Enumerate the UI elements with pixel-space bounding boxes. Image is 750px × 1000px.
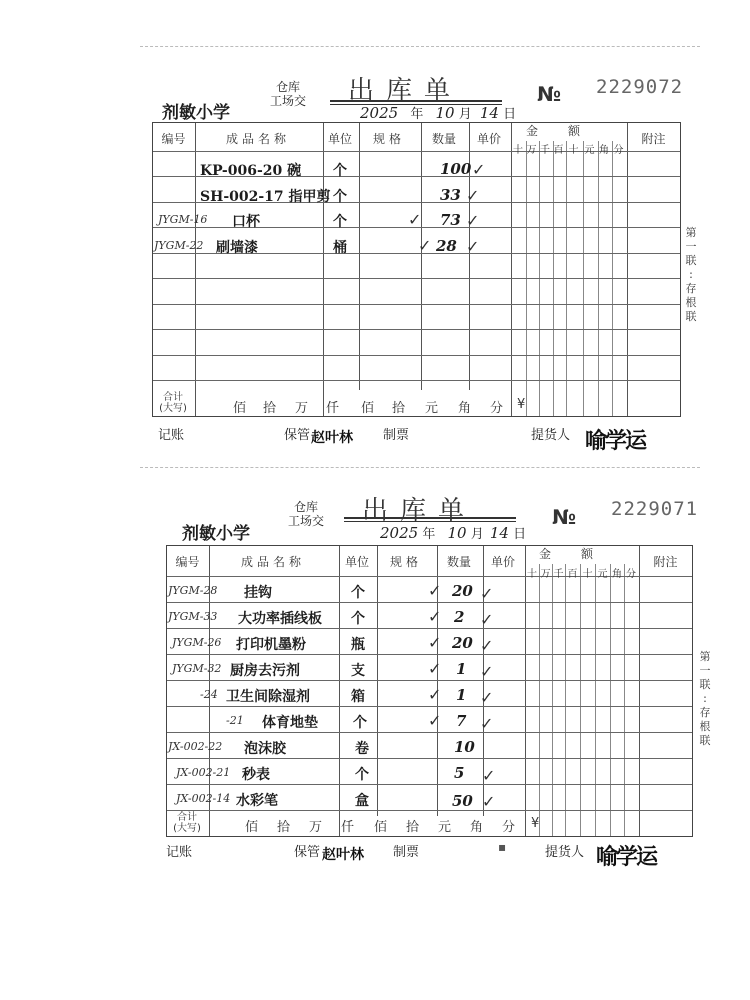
tear-line xyxy=(140,467,700,468)
receiver-label: 提货人 xyxy=(531,428,571,443)
yen-symbol: ¥ xyxy=(517,397,526,412)
row-price-check: ✓ xyxy=(466,211,480,230)
header-unit-price: 单价 xyxy=(490,555,515,569)
row-product-name: 泡沫胶 xyxy=(244,741,286,757)
custodian-signature: 赵叶林 xyxy=(322,847,364,863)
digit-header: 万 xyxy=(540,569,551,580)
custodian-signature: 赵叶林 xyxy=(311,430,353,446)
bookkeeping-label: 记账 xyxy=(158,428,185,443)
total-label xyxy=(166,812,208,834)
header-unit: 单位 xyxy=(327,132,352,146)
row-price-check: ✓ xyxy=(482,766,496,785)
digit-header: 千 xyxy=(540,145,550,156)
header-spec: 规格 xyxy=(389,555,422,569)
date-year: 2025 xyxy=(380,524,419,542)
row-quantity: 50 xyxy=(452,792,473,810)
total-unit: 元 xyxy=(438,820,452,835)
date-day-unit: 日 xyxy=(503,107,517,122)
digit-header: 万 xyxy=(526,145,537,156)
row-product-name: 口杯 xyxy=(232,214,260,230)
total-unit: 万 xyxy=(309,820,323,835)
maker-label: 制票 xyxy=(383,428,410,443)
row-product-name: 大功率插线板 xyxy=(238,611,322,627)
total-unit: 万 xyxy=(295,401,309,416)
form-title: 出库单 xyxy=(362,496,477,526)
header-code: 编号 xyxy=(175,555,200,569)
total-label-line2: (大写) xyxy=(173,823,201,834)
custodian-label: 保管 xyxy=(284,428,311,443)
row-product-name: KP-006-20 碗 xyxy=(200,163,302,179)
serial-number: 2229072 xyxy=(596,76,684,98)
digit-header: 十 xyxy=(568,145,579,156)
form-title: 出库单 xyxy=(348,76,463,106)
row-unit: 个 xyxy=(333,163,347,179)
row-code: JYGM-26 xyxy=(172,636,222,649)
row-unit: 个 xyxy=(351,585,365,601)
copy-note-char: 根 xyxy=(685,296,697,309)
row-unit: 桶 xyxy=(333,240,347,256)
row-product-name: 秒表 xyxy=(242,767,270,783)
digit-header: 千 xyxy=(553,569,564,580)
row-unit: 个 xyxy=(355,767,369,783)
row-unit: 箱 xyxy=(351,689,365,705)
digit-header: 分 xyxy=(613,145,624,156)
row-quantity: 73 xyxy=(440,211,461,229)
row-code: JX-002-14 xyxy=(176,792,231,805)
row-code: JYGM-32 xyxy=(172,662,222,675)
copy-note xyxy=(698,650,712,748)
row-price-check: ✓ xyxy=(480,636,494,655)
row-code: -24 xyxy=(200,688,218,701)
header-unit-price: 单价 xyxy=(476,132,501,146)
copy-note-char: 一 xyxy=(685,240,697,253)
recipient-name: 剂敏小学 xyxy=(162,103,230,123)
copy-note-char: 一 xyxy=(699,664,711,677)
row-quantity: 20 xyxy=(452,634,473,652)
copy-note-char: 联 xyxy=(685,254,697,267)
total-unit: 拾 xyxy=(277,820,291,835)
row-code: -21 xyxy=(226,714,244,727)
digit-header: 十 xyxy=(582,569,593,580)
total-unit: 仟 xyxy=(326,401,340,416)
digit-header: 角 xyxy=(599,145,609,156)
row-unit: 支 xyxy=(351,663,365,679)
copy-note-char: 第 xyxy=(685,226,697,239)
header-product-name: 成品名称 xyxy=(240,555,305,569)
row-quantity: 20 xyxy=(452,582,473,600)
serial-number: 2229071 xyxy=(611,498,699,520)
warehouse-line2: 工场交 xyxy=(269,94,306,108)
copy-note-char: 联 xyxy=(699,678,711,691)
row-unit: 盒 xyxy=(355,793,369,809)
total-unit: 拾 xyxy=(406,820,420,835)
recipient-name: 剂敏小学 xyxy=(182,524,250,544)
copy-note-char: 根 xyxy=(699,720,711,733)
copy-note-char: 第 xyxy=(699,650,711,663)
digit-header: 分 xyxy=(626,569,636,580)
ink-mark: ▪ xyxy=(498,840,507,854)
title-underline xyxy=(344,517,516,522)
row-spec-check: ✓ xyxy=(428,607,442,626)
issue-date xyxy=(380,523,526,542)
row-code: JYGM-16 xyxy=(158,213,208,226)
date-month-unit: 月 xyxy=(470,527,484,542)
total-unit: 仟 xyxy=(341,820,355,835)
header-quantity: 数量 xyxy=(446,555,471,569)
row-quantity: 2 xyxy=(454,608,465,626)
copy-note-char: 存 xyxy=(685,282,697,295)
row-spec-check: ✓ xyxy=(428,711,442,730)
copy-note-char: 联 xyxy=(685,310,697,323)
header-spec: 规格 xyxy=(372,132,405,146)
total-unit: 元 xyxy=(425,401,439,416)
row-code: JX-002-22 xyxy=(168,740,223,753)
header-unit: 单位 xyxy=(344,555,369,569)
row-code: JYGM-22 xyxy=(154,239,204,252)
header-quantity: 数量 xyxy=(431,132,456,146)
total-unit: 角 xyxy=(470,820,484,835)
row-spec-check: ✓ xyxy=(428,633,442,652)
total-unit: 拾 xyxy=(392,401,406,416)
row-spec-check: ✓ xyxy=(428,659,442,678)
total-unit: 佰 xyxy=(245,820,259,835)
header-product-name: 成品名称 xyxy=(225,132,290,146)
row-price-check: ✓ xyxy=(482,792,496,811)
row-spec-check: ✓ xyxy=(408,210,422,229)
row-spec-check: ✓ xyxy=(428,685,442,704)
row-product-name: 打印机墨粉 xyxy=(236,637,306,653)
row-unit: 个 xyxy=(353,715,367,731)
row-price-check: ✓ xyxy=(480,662,494,681)
header-remarks: 附注 xyxy=(641,132,666,146)
total-unit: 佰 xyxy=(374,820,388,835)
date-day: 14 xyxy=(489,524,509,542)
total-unit: 角 xyxy=(458,401,472,416)
digit-header: 十 xyxy=(513,145,523,156)
date-month-unit: 月 xyxy=(458,107,472,122)
row-unit: 个 xyxy=(333,189,347,205)
receiver-signature: 喻学运 xyxy=(585,428,646,454)
row-spec-check: ✓ xyxy=(428,581,442,600)
digit-header: 元 xyxy=(584,145,595,156)
row-code: JYGM-33 xyxy=(168,610,218,623)
date-year: 2025 xyxy=(360,104,399,122)
row-product-name: 刷墙漆 xyxy=(216,240,258,256)
row-unit: 瓶 xyxy=(351,637,365,653)
row-price-check: ✓ xyxy=(466,186,480,205)
row-price-check: ✓ xyxy=(472,160,486,179)
row-unit: 个 xyxy=(333,214,347,230)
row-product-name: 水彩笔 xyxy=(236,793,278,809)
total-label-line1: 合计 xyxy=(163,392,183,403)
row-price-check: ✓ xyxy=(480,714,494,733)
warehouse-line1: 仓库 xyxy=(275,80,300,94)
row-quantity: 10 xyxy=(454,738,475,756)
copy-note-char: 存 xyxy=(699,706,711,719)
serial-label: № xyxy=(552,505,577,529)
row-spec-check: ✓ xyxy=(418,236,432,255)
receiver-label: 提货人 xyxy=(545,845,585,860)
total-unit: 拾 xyxy=(263,401,277,416)
row-quantity: 100 xyxy=(440,160,472,178)
warehouse-line1: 仓库 xyxy=(293,500,318,514)
digit-header: 元 xyxy=(597,569,608,580)
row-quantity: 1 xyxy=(456,686,467,704)
row-quantity: 7 xyxy=(456,712,467,730)
digit-header: 角 xyxy=(612,569,622,580)
digit-header: 十 xyxy=(527,569,537,580)
warehouse-label xyxy=(276,500,336,528)
digit-header: 百 xyxy=(567,569,578,580)
copy-note-char: : xyxy=(703,692,707,705)
row-unit: 个 xyxy=(351,611,365,627)
date-day: 14 xyxy=(479,104,499,122)
header-amount: 金额 xyxy=(525,124,610,138)
date-day-unit: 日 xyxy=(513,527,527,542)
yen-symbol: ¥ xyxy=(531,816,540,831)
total-unit: 分 xyxy=(502,820,516,835)
serial-label: № xyxy=(537,82,562,106)
warehouse-line2: 工场交 xyxy=(287,514,324,528)
row-price-check: ✓ xyxy=(466,237,480,256)
row-quantity: 33 xyxy=(440,186,461,204)
row-product-name: 体育地垫 xyxy=(262,715,318,731)
maker-label: 制票 xyxy=(393,845,420,860)
receiver-signature: 喻学运 xyxy=(596,844,657,870)
header-amount: 金额 xyxy=(538,547,623,561)
row-quantity: 28 xyxy=(436,237,457,255)
row-price-check: ✓ xyxy=(480,584,494,603)
bookkeeping-label: 记账 xyxy=(166,845,193,860)
total-unit: 佰 xyxy=(233,401,247,416)
date-month: 10 xyxy=(447,524,467,542)
custodian-label: 保管 xyxy=(294,845,321,860)
row-code: JX-002-21 xyxy=(176,766,231,779)
row-price-check: ✓ xyxy=(480,610,494,629)
date-year-unit: 年 xyxy=(422,527,436,542)
total-unit: 佰 xyxy=(361,401,375,416)
total-unit: 分 xyxy=(490,401,504,416)
row-product-name: 挂钩 xyxy=(244,585,272,601)
row-unit: 卷 xyxy=(355,741,369,757)
row-product-name: 卫生间除湿剂 xyxy=(226,689,310,705)
digit-header: 百 xyxy=(553,145,564,156)
row-quantity: 1 xyxy=(456,660,467,678)
date-year-unit: 年 xyxy=(410,107,424,122)
copy-note-char: 联 xyxy=(699,734,711,747)
row-product-name: SH-002-17 指甲剪 xyxy=(200,189,331,205)
row-quantity: 5 xyxy=(454,764,465,782)
row-price-check: ✓ xyxy=(480,688,494,707)
row-product-name: 厨房去污剂 xyxy=(230,663,300,679)
header-code: 编号 xyxy=(161,132,186,146)
total-label-line2: (大写) xyxy=(159,403,187,414)
date-month: 10 xyxy=(435,104,455,122)
total-label-line1: 合计 xyxy=(177,812,197,823)
copy-note-char: : xyxy=(689,268,693,281)
row-code: JYGM-28 xyxy=(168,584,218,597)
header-remarks: 附注 xyxy=(653,555,678,569)
